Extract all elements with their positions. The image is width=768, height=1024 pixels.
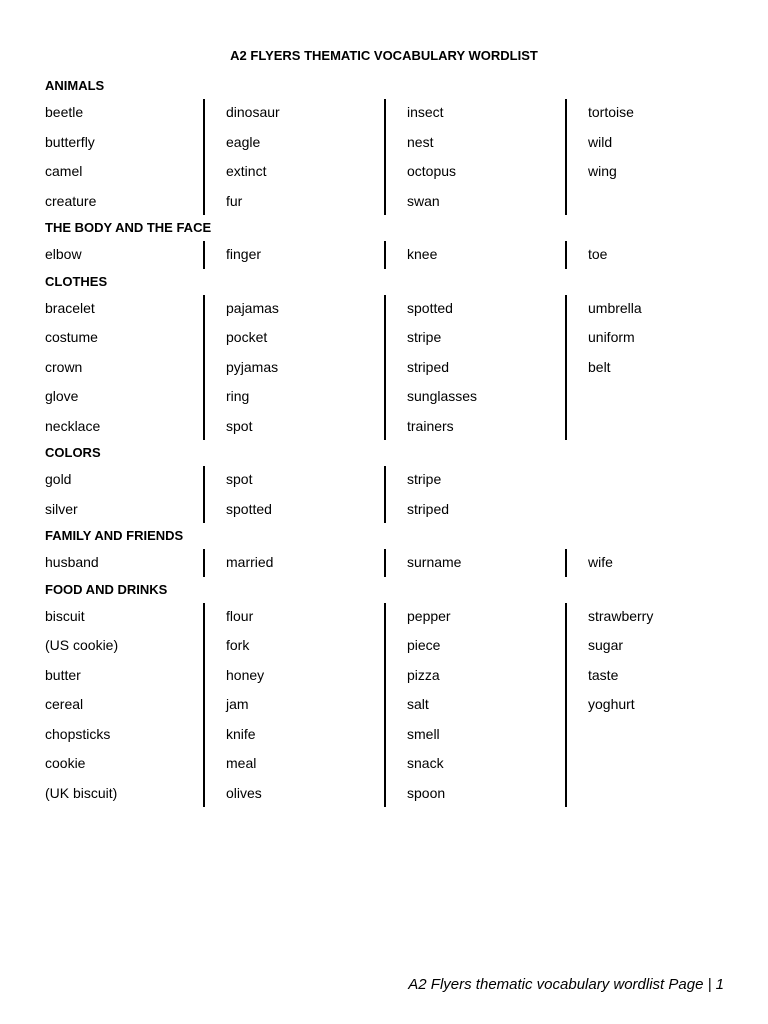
word-column [588, 240, 607, 270]
vocabulary-word: sunglasses [407, 388, 478, 404]
vocabulary-word: honey [226, 666, 265, 683]
vocabulary-word: snack [407, 755, 444, 771]
vocabulary-word: yoghurt [588, 696, 635, 712]
vocabulary-word: olives [226, 784, 262, 801]
word-column [407, 294, 477, 442]
vocabulary-word: knife [226, 725, 256, 742]
vocabulary-word: taste [588, 666, 619, 683]
word-column [588, 548, 613, 578]
vocabulary-word: spot [226, 471, 253, 487]
word-column [45, 240, 82, 270]
vocabulary-word: trainers [407, 417, 454, 434]
vocabulary-word: costume [45, 329, 98, 345]
word-column [45, 548, 99, 578]
vocabulary-word: elbow [45, 246, 82, 262]
vocabulary-word: stripe [407, 471, 442, 487]
column-divider [565, 603, 567, 808]
column-divider [384, 603, 386, 808]
wordlist-content [45, 74, 725, 808]
vocabulary-word: smell [407, 725, 440, 742]
vocabulary-word: gold [45, 471, 72, 487]
vocabulary-word: spotted [407, 299, 453, 316]
word-column [45, 98, 96, 216]
column-divider [565, 549, 567, 577]
vocabulary-word: finger [226, 246, 262, 262]
vocabulary-word: silver [45, 500, 78, 517]
vocabulary-word: cereal [45, 696, 84, 712]
section-heading: FAMILY AND FRIENDS [45, 528, 184, 543]
section-word-grid [45, 465, 725, 524]
column-divider [203, 603, 205, 808]
vocabulary-word: striped [407, 358, 450, 375]
vocabulary-word: camel [45, 163, 83, 179]
word-column [226, 548, 273, 578]
vocabulary-word: flour [226, 607, 254, 624]
vocabulary-word: nest [407, 133, 434, 150]
word-column [588, 294, 642, 383]
vocabulary-word: meal [226, 755, 257, 771]
vocabulary-word: wing [588, 163, 617, 179]
word-column [226, 294, 279, 442]
section-heading: CLOTHES [45, 273, 108, 289]
column-divider [384, 295, 386, 441]
word-column [226, 240, 261, 270]
page-footer: A2 Flyers thematic vocabulary wordlist Page | 1 [408, 976, 724, 993]
section-word-grid [45, 294, 725, 442]
section-word-grid [45, 602, 725, 809]
column-divider [565, 99, 567, 215]
column-divider [203, 549, 205, 577]
vocabulary-word: strawberry [588, 607, 654, 624]
section-word-grid [45, 548, 725, 578]
vocabulary-word: married [226, 554, 274, 570]
word-column [407, 602, 451, 809]
vocabulary-word: uniform [588, 329, 635, 345]
vocabulary-word: octopus [407, 163, 457, 179]
vocabulary-word: fur [226, 192, 243, 209]
section-heading: THE BODY AND THE FACE [45, 220, 212, 235]
vocabulary-word: cookie [45, 755, 86, 771]
word-column [226, 602, 264, 809]
vocabulary-word: (US cookie) [45, 637, 119, 653]
vocabulary-word: piece [407, 637, 441, 653]
word-column [45, 465, 78, 524]
vocabulary-word: fork [226, 637, 250, 653]
vocabulary-word: belt [588, 358, 611, 375]
vocabulary-word: pajamas [226, 299, 279, 316]
vocabulary-word: umbrella [588, 299, 642, 316]
vocabulary-word: spoon [407, 784, 446, 801]
vocabulary-word: spot [226, 417, 253, 434]
vocabulary-word: sugar [588, 637, 624, 653]
column-divider [384, 466, 386, 523]
section-heading: COLORS [45, 445, 101, 460]
vocabulary-word: bracelet [45, 299, 95, 316]
word-column [588, 98, 634, 187]
word-column [407, 465, 449, 524]
vocabulary-word: swan [407, 192, 440, 209]
vocabulary-word: creature [45, 192, 97, 209]
vocabulary-word: biscuit [45, 607, 85, 624]
vocabulary-word: striped [407, 500, 450, 517]
vocabulary-word: necklace [45, 417, 101, 434]
vocabulary-word: pepper [407, 607, 451, 624]
vocabulary-word: extinct [226, 163, 267, 179]
section-heading: FOOD AND DRINKS [45, 581, 168, 597]
column-divider [565, 241, 567, 269]
column-divider [384, 549, 386, 577]
section-heading: ANIMALS [45, 78, 105, 93]
word-column [226, 465, 272, 524]
vocabulary-word: pyjamas [226, 358, 279, 375]
vocabulary-word: jam [226, 696, 249, 712]
document-title: A2 FLYERS THEMATIC VOCABULARY WORDLIST [230, 48, 538, 63]
section-word-grid [45, 98, 725, 216]
vocabulary-word: beetle [45, 104, 84, 120]
vocabulary-word: surname [407, 554, 462, 570]
vocabulary-word: insect [407, 104, 444, 120]
column-divider [203, 466, 205, 523]
vocabulary-word: salt [407, 696, 429, 712]
word-column [407, 240, 437, 270]
vocabulary-word: tortoise [588, 104, 634, 120]
column-divider [565, 295, 567, 441]
vocabulary-word: spotted [226, 500, 272, 517]
vocabulary-word: husband [45, 554, 99, 570]
section-word-grid [45, 240, 725, 270]
word-column [588, 602, 653, 720]
vocabulary-word: ring [226, 388, 250, 404]
word-column [45, 294, 100, 442]
vocabulary-word: (UK biscuit) [45, 784, 118, 801]
word-column [45, 602, 118, 809]
column-divider [384, 99, 386, 215]
column-divider [203, 241, 205, 269]
vocabulary-word: stripe [407, 329, 442, 345]
vocabulary-word: butterfly [45, 133, 95, 150]
vocabulary-word: wild [588, 133, 613, 150]
vocabulary-word: pocket [226, 329, 268, 345]
word-column [226, 98, 280, 216]
word-column [407, 98, 456, 216]
vocabulary-word: chopsticks [45, 725, 111, 742]
vocabulary-word: knee [407, 246, 438, 262]
vocabulary-word: eagle [226, 133, 261, 150]
vocabulary-word: crown [45, 358, 83, 375]
column-divider [384, 241, 386, 269]
vocabulary-word: wife [588, 554, 613, 570]
vocabulary-word: glove [45, 388, 79, 404]
column-divider [203, 295, 205, 441]
vocabulary-word: pizza [407, 666, 440, 683]
vocabulary-word: dinosaur [226, 104, 280, 120]
vocabulary-word: toe [588, 246, 608, 262]
word-column [407, 548, 461, 578]
column-divider [203, 99, 205, 215]
vocabulary-word: butter [45, 666, 81, 683]
